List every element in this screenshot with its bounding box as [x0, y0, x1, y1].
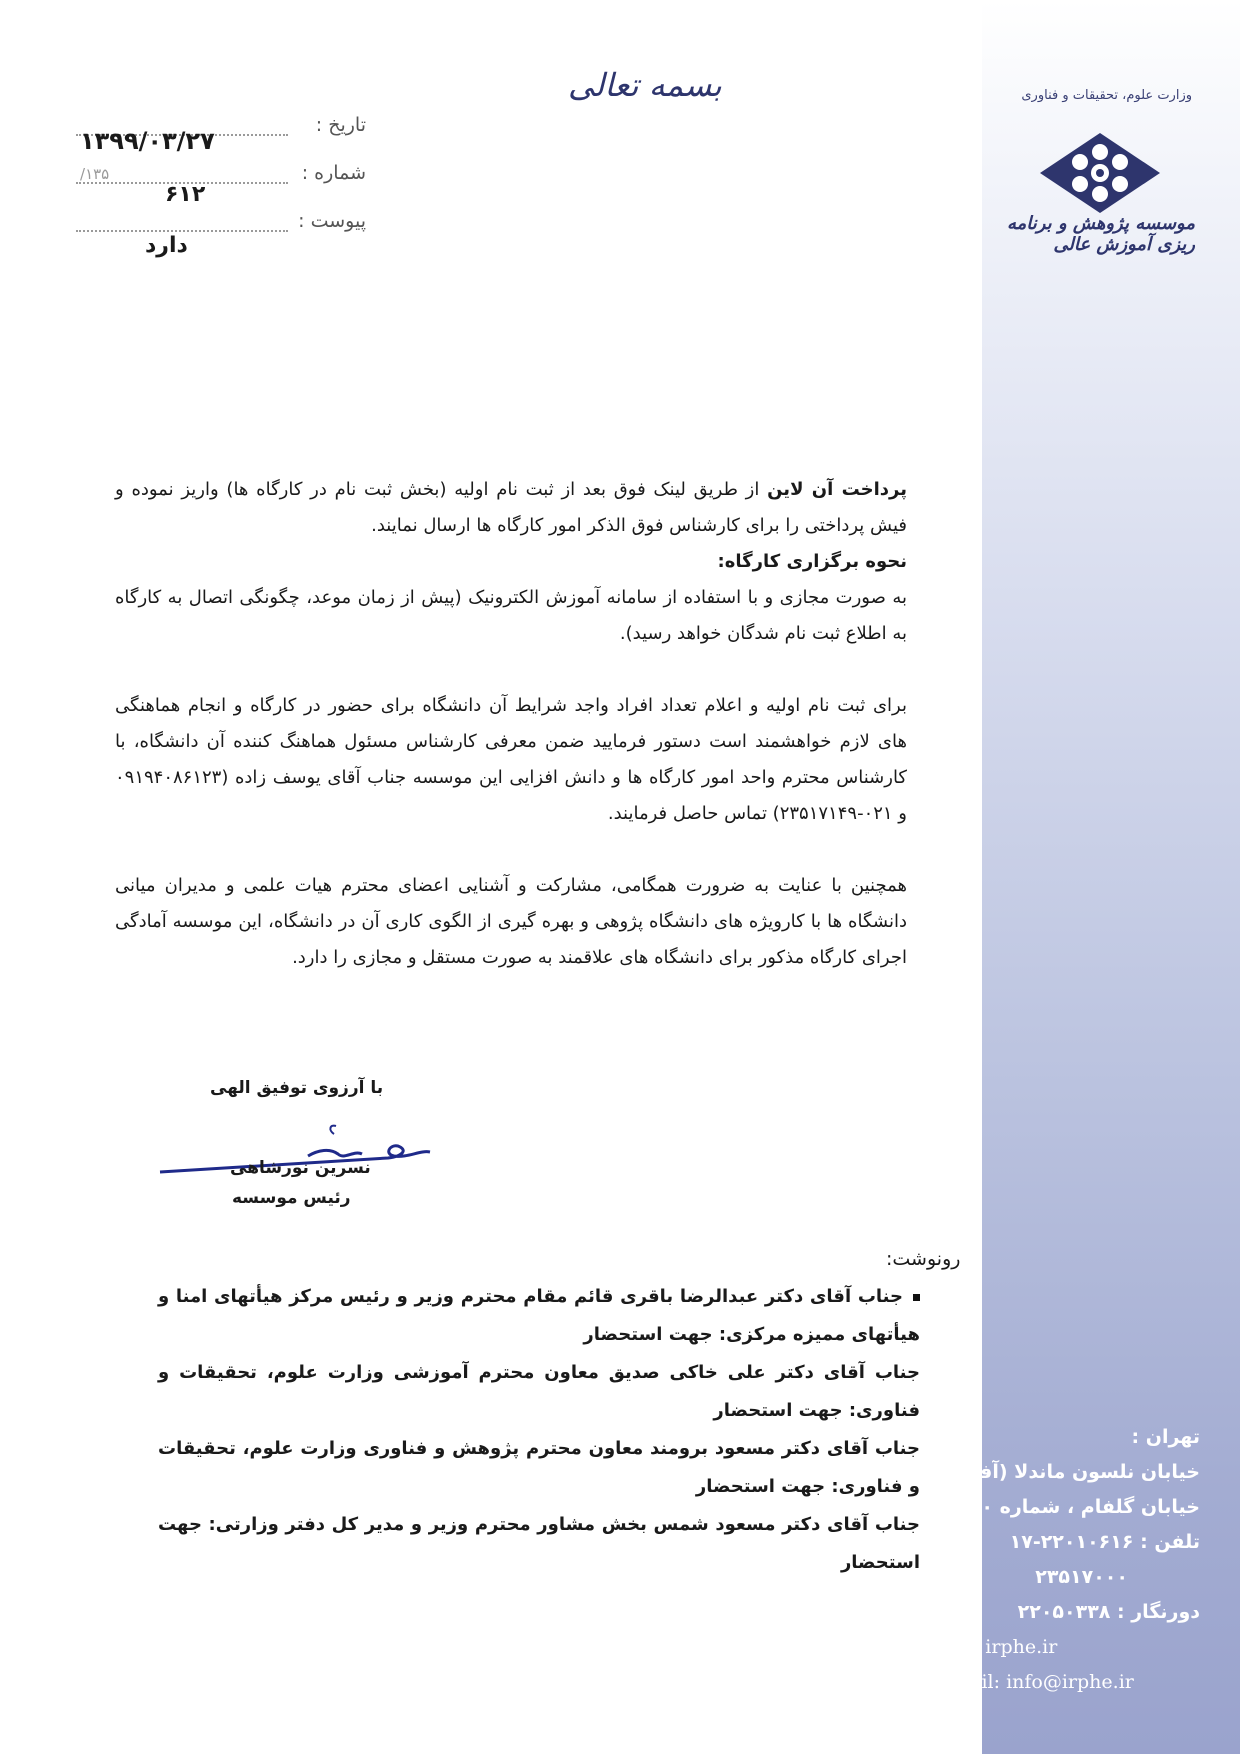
contact-city: تهران : [1131, 1426, 1200, 1448]
contact-street-2: خیابان گلفام ، شماره ۷۰ [969, 1496, 1200, 1518]
letterhead-sidebar [931, 0, 1240, 1754]
cc-item: جناب آقای دکتر علی خاکی صدیق معاون محترم آموزشی وزارت علوم، تحقیقات و فناوری: جهت استحضار [158, 1362, 920, 1421]
paragraph-payment [115, 472, 907, 544]
cc-label: رونوشت: [886, 1248, 961, 1270]
closing-phrase: با آرزوی توفیق الهی [210, 1078, 384, 1098]
contact-email: E-mail: info@irphe.ir [931, 1671, 1134, 1693]
letter-body [115, 472, 907, 976]
institute-name: موسسه پژوهش و برنامه ریزی آموزش عالی [1006, 213, 1195, 255]
fax-label: دورنگار : [1117, 1601, 1200, 1623]
cc-item: جناب آقای دکتر مسعود برومند معاون محترم پژوهش و فناوری وزارت علوم، تحقیقات و فناوری: جهت استحضار [158, 1438, 920, 1497]
basmala-heading: بسمه تعالی [568, 66, 722, 104]
spacer [115, 652, 907, 688]
signer-name: نسرین نورشاهی [230, 1158, 371, 1178]
ministry-name: وزارت علوم، تحقیقات و فناوری [1021, 88, 1192, 103]
contact-block [931, 1420, 1200, 1700]
date-label: تاریخ : [315, 114, 366, 136]
workshop-heading [115, 544, 907, 580]
attachment-row [76, 206, 366, 254]
phone-1: ۲۲۰۱۰۶۱۶-۱۷ [1009, 1531, 1134, 1553]
paragraph-participation: همچنین با عنایت به ضرورت همگامی، مشارکت و آشنایی اعضای محترم هیات علمی و مدیران میانی دانشگاه ها با کارویژه های دانشگاه پژوهی و بهره گیری از الگوی کاری آن در دانشگاه، این موسسه آمادگی اجرای کارگاه مذکور برای دانشگاه های علاقمند به صورت مستقل و مجازی را دارد. [115, 875, 907, 968]
signer-title: رئیس موسسه [232, 1188, 351, 1208]
workshop-heading-text: نحوه برگزاری کارگاه: [717, 551, 907, 572]
spacer [115, 832, 907, 868]
cc-list [158, 1278, 920, 1582]
phone-2: ۲۳۵۱۷۰۰۰ [1035, 1566, 1128, 1588]
contact-fax [931, 1595, 1200, 1630]
attachment-value: دارد [145, 233, 188, 258]
phone-label: تلفن : [1140, 1531, 1200, 1553]
fax-number: ۲۲۰۵۰۳۳۸ [1017, 1601, 1111, 1623]
number-prefix: ۱۳۵/ [80, 165, 110, 183]
number-row [76, 158, 366, 206]
paragraph-workshop: به صورت مجازی و با استفاده از سامانه آموزش الکترونیک (پیش از زمان موعد، چگونگی اتصال به کارگاه به اطلاع ثبت نام شدگان خواهد رسید). [115, 587, 907, 644]
number-label: شماره : [301, 162, 366, 184]
contact-phone [931, 1525, 1200, 1560]
payment-bold: پرداخت آن لاین [767, 479, 907, 500]
contact-street-1: خیابان نلسون ماندلا (آفریقا) [931, 1461, 1200, 1483]
paragraph-registration: برای ثبت نام اولیه و اعلام تعداد افراد واجد شرایط آن دانشگاه برای حضور در کارگاه و انجام هماهنگی های لازم خواهشمند است دستور فرمایید ضمن معرفی کارشناس مسئول هماهنگ کننده آن دانشگاه، با کارشناس محترم واحد امور کارگاه ها و دانش افزایی این موسسه جناب آقای یوسف زاده (۰۹۱۹۴۰۸۶۱۲۳ و ۰۲۱-۲۳۵۱۷۱۴۹) تماس حاصل فرمایند. [115, 695, 907, 824]
cc-item: جناب آقای دکتر مسعود شمس بخش مشاور محترم وزیر و مدیر کل دفتر وزارتی: جهت استحضار [158, 1514, 920, 1573]
cc-item: جناب آقای دکتر عبدالرضا باقری قائم مقام محترم وزیر و رئیس مرکز هیأتهای امنا و هیأتهای ممیزه مرکزی: جهت استحضار [158, 1286, 920, 1345]
attachment-label: پیوست : [298, 210, 366, 232]
bullet-icon [913, 1294, 920, 1301]
payment-text: از طریق لینک فوق بعد از ثبت نام اولیه (بخش ثبت نام در کارگاه ها) واریز نموده و فیش پرداختی را برای کارشناس فوق الذکر امور کارگاه ها ارسال نمایند. [115, 479, 907, 536]
contact-web: Web: irphe.ir [931, 1636, 1058, 1658]
number-value: ۶۱۲ [165, 182, 206, 207]
attachment-dotted-line [76, 230, 288, 232]
date-value: ۱۳۹۹/۰۳/۲۷ [80, 127, 215, 155]
